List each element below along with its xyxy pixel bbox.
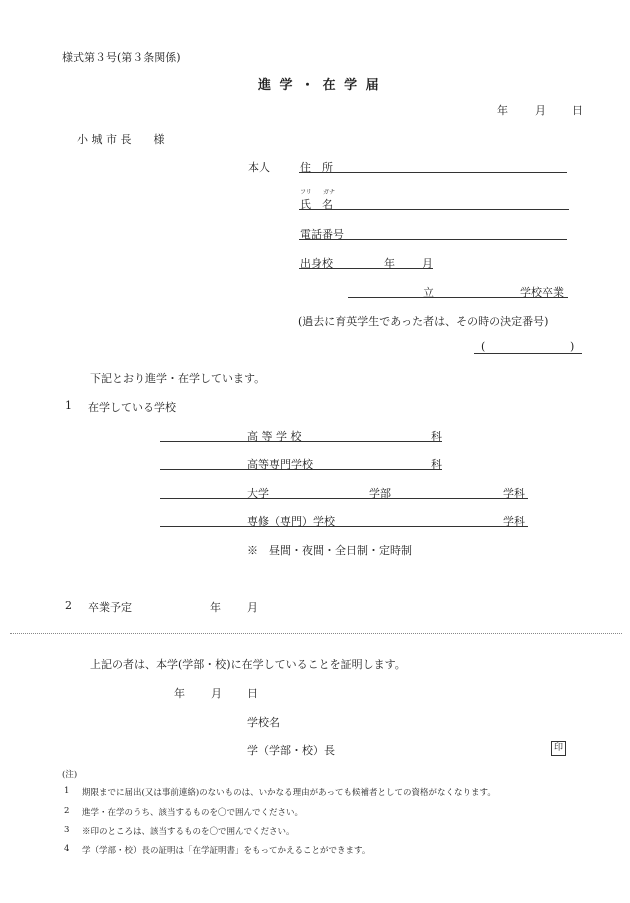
note-number: 1 — [64, 786, 70, 796]
section1-number: 1 — [65, 399, 72, 412]
department-label: 学科 — [503, 487, 525, 500]
paren-open: ( — [481, 340, 486, 353]
section2-title: 卒業予定 — [88, 601, 132, 614]
date-day: 日 — [572, 104, 583, 117]
graduation-year: 年 — [210, 601, 221, 614]
high-school-field[interactable] — [160, 441, 442, 442]
decision-number-field[interactable] — [474, 353, 582, 354]
graduated-label: 学校卒業 — [520, 286, 564, 299]
ritsu-label: 立 — [423, 286, 434, 299]
past-scholar-note: (過去に育英学生であった者は、その時の決定番号) — [298, 315, 549, 328]
section2-number: 2 — [65, 599, 72, 612]
form-title: 進 学 ・ 在 学 届 — [258, 78, 381, 93]
note-number: 2 — [64, 806, 70, 816]
paren-close: ) — [570, 340, 575, 353]
applicant-label: 本人 — [248, 161, 270, 174]
statement: 下記とおり進学・在学しています。 — [90, 372, 266, 385]
alma-mater-month: 月 — [422, 257, 433, 270]
cert-month: 月 — [211, 687, 222, 700]
vocational-field[interactable] — [160, 526, 528, 527]
section1-title: 在学している学校 — [88, 401, 176, 414]
school-head-label: 学（学部・校）長 — [247, 744, 335, 757]
form-number: 様式第３号(第３条関係) — [62, 51, 181, 64]
alma-mater-date-field[interactable] — [299, 268, 433, 269]
high-school-dept: 科 — [431, 430, 442, 443]
phone-label: 電話番号 — [300, 228, 344, 241]
note-text: 学（学部・校）長の証明は「在学証明書」をもってかえることができます。 — [82, 846, 371, 856]
addressee: 小 城 市 長 様 — [77, 133, 165, 146]
name-field[interactable] — [299, 209, 569, 210]
school-name-label: 学校名 — [247, 716, 280, 729]
university-field[interactable] — [160, 498, 528, 499]
technical-college-field[interactable] — [160, 469, 442, 470]
name-label: 氏 名 — [300, 198, 333, 211]
separator — [10, 633, 622, 634]
note-text: ※印のところは、該当するものを〇で囲んでください。 — [82, 827, 295, 837]
vocational-label: 専修（専門）学校 — [247, 515, 335, 528]
school-field[interactable] — [348, 297, 568, 298]
date-year: 年 — [497, 104, 508, 117]
notes-heading: (注) — [62, 770, 78, 780]
address-field[interactable] — [299, 172, 567, 173]
university-label: 大学 — [247, 487, 269, 500]
cert-year: 年 — [174, 687, 185, 700]
graduation-month: 月 — [247, 601, 258, 614]
alma-mater-label: 出身校 — [300, 257, 333, 270]
address-label: 住 所 — [300, 161, 333, 174]
furigana-2: ガナ — [323, 189, 336, 196]
faculty-label: 学部 — [369, 487, 391, 500]
alma-mater-year: 年 — [384, 257, 395, 270]
schedule-note: ※ 昼間・夜間・全日制・定時制 — [247, 544, 412, 557]
technical-college-dept: 科 — [431, 458, 442, 471]
cert-day: 日 — [247, 687, 258, 700]
seal-mark: 印 — [551, 741, 566, 756]
date-month: 月 — [535, 104, 546, 117]
furigana-1: フリ — [300, 189, 312, 196]
certificate-text: 上記の者は、本学(学部・校)に在学していることを証明します。 — [90, 658, 406, 671]
high-school-label: 高 等 学 校 — [247, 430, 302, 443]
note-text: 期限までに届出(又は事前連絡)のないものは、いかなる理由があっても候補者としての資格がなくなります。 — [82, 788, 496, 798]
note-number: 4 — [64, 844, 70, 854]
note-text: 進学・在学のうち、該当するものを〇で囲んでください。 — [82, 808, 304, 818]
phone-field[interactable] — [299, 239, 567, 240]
technical-college-label: 高等専門学校 — [247, 458, 313, 471]
vocational-dept: 学科 — [503, 515, 525, 528]
note-number: 3 — [64, 825, 70, 835]
